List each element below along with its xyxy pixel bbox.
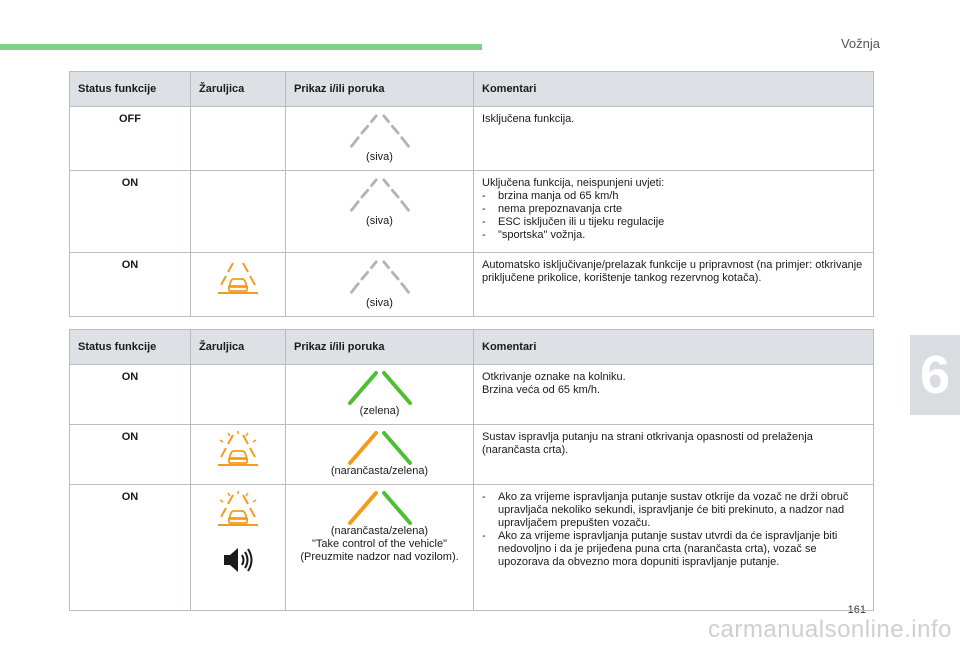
dashed-lane-lines-icon [340,113,420,151]
table-row [70,253,874,317]
table-row [70,171,874,253]
col-display: Prikaz i/ili poruka [286,330,474,365]
list-item: - Ako za vrijeme ispravljanja putanje sustav otkrije da vozač ne drži obruč upravljača nekoliko sekundi, ispravljanje će biti prekinuto, a nadzor nad upravljačem prepušten vozaču. [482,491,865,530]
status-table-2 [69,329,874,611]
status-table-1 [69,71,874,317]
comment-cell [474,365,874,425]
status-cell: ON [70,365,191,425]
display-caption: (narančasta/zelena) [330,525,429,537]
accent-bar [0,44,482,50]
display-cell [286,485,474,611]
chapter-tab: 6 [910,335,960,415]
status-cell: ON [70,425,191,485]
col-status: Status funkcije [70,330,191,365]
lamp-cell [191,365,286,425]
table-header-row [70,72,874,107]
display-caption: (siva) [366,297,393,309]
orange-green-lane-lines-icon [340,431,420,465]
green-lane-lines-icon [340,371,420,405]
display-cell [286,171,474,253]
col-comment: Komentari [474,72,874,107]
dashed-lane-lines-icon [340,259,420,297]
comment-cell: Sustav ispravlja putanju na strani otkrivanja opasnosti od prelaženja (narančasta crta). [474,425,874,485]
lane-correction-amber-icon [216,431,260,471]
message-translation: (Preuzmite nadzor nad vozilom). [300,551,459,563]
table-row [70,107,874,171]
orange-green-lane-lines-icon [340,491,420,525]
list-item: - Ako za vrijeme ispravljanja putanje sustav utvrdi da će ispravljanje biti nedovoljno i da je prijeđena puna crta (narančasta crta), vozač se upozorava da obvezno mora dopuniti ispravljanje putanje. [482,530,865,569]
comment-line: Brzina veća od 65 km/h. [482,384,601,396]
comment-text: Uključena funkcija, neispunjeni uvjeti: [482,177,665,189]
table-row [70,485,874,611]
status-cell: ON [70,485,191,611]
table-row [70,365,874,425]
status-cell: ON [70,171,191,253]
comment-cell: Isključena funkcija. [474,107,874,171]
lane-warning-amber-icon [216,259,260,299]
section-title: Vožnja [840,36,880,51]
display-caption: (siva) [366,215,393,227]
lamp-cell [191,171,286,253]
status-cell: OFF [70,107,191,171]
list-item: - "sportska" vožnja. [482,229,865,242]
list-item: - brzina manja od 65 km/h [482,190,865,203]
col-lamp: Žaruljica [191,72,286,107]
col-status: Status funkcije [70,72,191,107]
list-item: - nema prepoznavanja crte [482,203,865,216]
lamp-cell [191,485,286,611]
lane-correction-amber-icon [216,491,260,531]
list-item: - ESC isključen ili u tijeku regulacije [482,216,865,229]
message-text: "Take control of the vehicle" [312,538,447,550]
comment-cell [474,485,874,611]
table-header-row [70,330,874,365]
display-cell [286,425,474,485]
watermark: carmanualsonline.info [708,616,952,643]
dashed-lane-lines-icon [340,177,420,215]
lamp-cell [191,425,286,485]
display-cell [286,253,474,317]
display-caption: (narančasta/zelena) [330,465,429,477]
comment-cell [474,171,874,253]
speaker-icon [221,545,255,575]
col-display: Prikaz i/ili poruka [286,72,474,107]
col-comment: Komentari [474,330,874,365]
status-cell: ON [70,253,191,317]
comment-line: Otkrivanje oznake na kolniku. [482,371,626,383]
display-caption: (zelena) [359,405,400,417]
display-cell [286,365,474,425]
col-lamp: Žaruljica [191,330,286,365]
comment-cell: Automatsko isključivanje/prelazak funkcije u pripravnost (na primjer: otkrivanje priključene prikolice, korištenje tankog rezervnog kotača). [474,253,874,317]
lamp-cell [191,253,286,317]
display-cell [286,107,474,171]
page-number: 161 [847,604,866,616]
lamp-cell [191,107,286,171]
table-row [70,425,874,485]
display-caption: (siva) [366,151,393,163]
